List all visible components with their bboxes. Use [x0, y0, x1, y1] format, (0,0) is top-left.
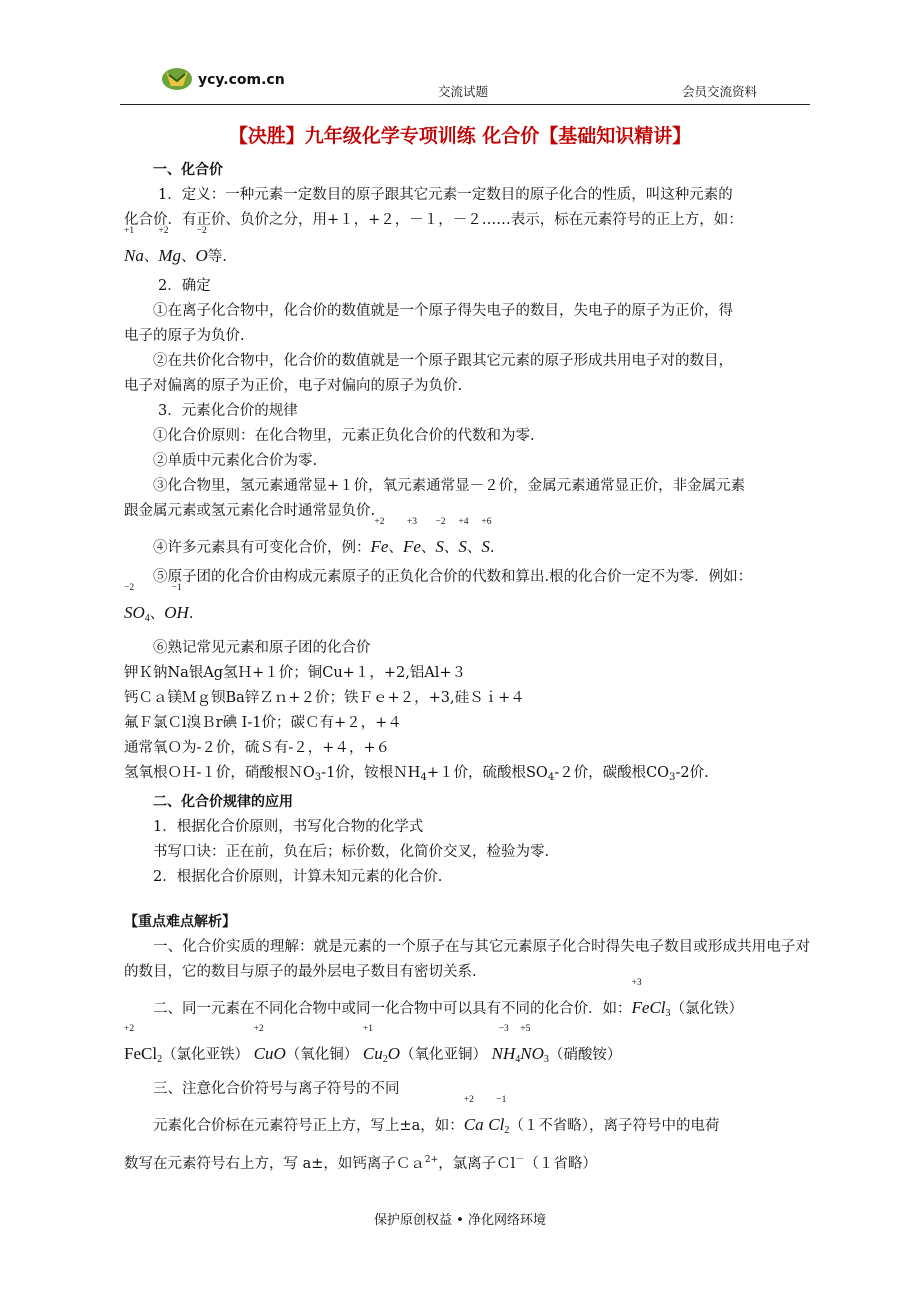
separator: 、 [181, 249, 196, 265]
paragraph: ③化合物里，氢元素通常显+１价，氧元素通常显－２价，金属元素通常显正价，非金属元素 [153, 478, 746, 494]
valence-label: −2 [435, 517, 446, 527]
mnemonic-line: 氟Ｆ氯Ｃl溴Ｂr碘 I-1价；碳Ｃ有+２，+４ [124, 715, 402, 731]
element-symbol: S [435, 537, 444, 556]
paragraph: 1．定义：一种元素一定数目的原子跟其它元素一定数目的原子化合的性质，叫这种元素的 [158, 187, 733, 203]
element-symbol: S [481, 537, 490, 556]
separator: 、 [443, 540, 459, 556]
text: 等. [207, 249, 227, 265]
paragraph: 2．确定 [158, 278, 211, 294]
element-symbol: Na [124, 246, 144, 265]
page-header [120, 62, 810, 105]
mnemonic-line: 钙Ｃａ镁Ｍｇ钡Ba锌Ｚｎ+２价；铁Ｆｅ+２，+3,硅Ｓｉ+４ [124, 690, 525, 706]
mnemonic-line: 通常氧Ｏ为-２价，硫Ｓ有-２，+４，+６ [124, 740, 391, 756]
text: . [489, 540, 495, 556]
formula: +5 $NO_3$ [520, 1024, 549, 1065]
paragraph: 跟金属元素或氢元素化合时通常显负价. [124, 503, 376, 519]
mnemonic-line: 钾Ｋ钠Na银Ag氢Ｈ+１价；铜Cu+１，+2,铝Al+３ [124, 665, 467, 681]
formula [158, 226, 182, 273]
mnemonic-line: 氢氧根ＯＨ-１价，硝酸根ＮO$_3$-1价，铵根ＮH$_4$+１价，硫酸根$SO_4-2$价，碳酸根$CO_3-2$价. [124, 765, 709, 783]
formula: +2 Ca [463, 1095, 484, 1134]
valence-label: −3 [498, 1024, 509, 1034]
valence-label: −2 [196, 226, 207, 236]
valence-label: +2 [124, 1024, 135, 1034]
formula [481, 517, 492, 564]
separator: 、 [388, 540, 403, 556]
ycy-logo-icon [160, 66, 194, 92]
paragraph: 2．根据化合价原则，计算未知元素的化合价. [153, 869, 443, 885]
element-symbol: Fe [370, 537, 389, 556]
paragraph: ⑤原子团的化合价由构成元素原子的正负化合价的代数和算出.根的化合价一定不为零．例如： [153, 569, 753, 585]
paragraph: ②在共价化合物中，化合价的数值就是一个原子跟其它元素的原子形成共用电子对的数目， [153, 353, 733, 369]
valence-label: +2 [463, 1095, 474, 1105]
formula: −1 $Cl_2$ [488, 1108, 509, 1148]
valence-label: +2 [253, 1024, 264, 1034]
text: ④许多元素具有可变化合价，例： [153, 540, 371, 556]
formula [435, 517, 446, 564]
valence-label: −1 [171, 583, 182, 593]
formula: +2 FeCl$_2$ [124, 1024, 163, 1065]
paragraph: ⑥熟记常见元素和原子团的化合价 [153, 640, 371, 656]
formula [164, 583, 189, 630]
formula: +3 FeCl$_3$ [631, 978, 671, 1019]
header-center-text: 交流试题 [438, 84, 489, 99]
section-heading: 一、化合价 [153, 162, 223, 178]
paragraph: 一、化合价实质的理解：就是元素的一个原子在与其它元素原子化合时得失电子数目或形成共用电子对的数目，它的数目与原子的最外层电子数目有密切关系. [124, 939, 810, 980]
valence-label: −1 [496, 1095, 507, 1105]
formula [124, 226, 144, 273]
formula [370, 517, 389, 564]
valence-label: +4 [458, 517, 469, 527]
element-symbol: O [195, 246, 208, 265]
element-symbol: Fe [402, 537, 421, 556]
paragraph [124, 517, 810, 565]
text: . [188, 606, 194, 622]
element-symbol: S [458, 537, 467, 556]
separator: 、 [420, 540, 436, 556]
text: 二、同一元素在不同化合物中或同一化合物中可以具有不同的化合价．如： [153, 1001, 632, 1017]
paragraph: ②单质中元素化合价为零. [153, 453, 318, 469]
valence-label: +1 [362, 1024, 374, 1034]
formula: +2 CuO [253, 1024, 286, 1063]
formula [124, 583, 150, 636]
formula [195, 226, 208, 273]
valence-label: −2 [124, 583, 135, 593]
page-footer: 保护原创权益 • 净化网络环境 [374, 1213, 546, 1228]
subscript: 4 [144, 613, 150, 624]
formula-examples: +2 FeCl$_2$（氯化亚铁） +2 CuO（氧化铜） +1 $Cu_2O$（氧化亚铜） −3 $NH_4$ +5 $NO_3$（硝酸铵） [124, 1037, 810, 1077]
formula [402, 517, 421, 564]
paragraph: 书写口诀：正在前，负在后；标价数，化简价交叉，检验为零. [153, 844, 550, 860]
header-right-text: 会员交流资料 [682, 84, 758, 99]
logo-text: ycy.com.cn [198, 72, 285, 88]
valence-label: +2 [158, 226, 169, 236]
separator: 、 [143, 249, 159, 265]
element-symbol: OH [164, 603, 189, 622]
separator: 、 [466, 540, 482, 556]
paragraph: ①在离子化合物中，化合价的数值就是一个原子得失电子的数目，失电子的原子为正价，得 [153, 303, 733, 319]
formula [458, 517, 469, 564]
paragraph: 电子的原子为负价. [124, 328, 245, 344]
paragraph: 1．根据化合价原则，书写化合物的化学式 [153, 819, 424, 835]
element-symbol: SO [124, 603, 145, 622]
paragraph: 三、注意化合价符号与离子符号的不同 [153, 1081, 400, 1097]
valence-label: +3 [631, 978, 642, 988]
valence-label: +5 [520, 1024, 531, 1034]
section-heading: 【重点难点解析】 [124, 914, 236, 930]
paragraph: 元素化合价标在元素符号正上方，写上±a，如： +2 Ca −1 $Cl_2(1$不省略），离子符号中的电荷 [124, 1108, 810, 1148]
radical-examples [124, 583, 810, 636]
valence-label: +2 [374, 517, 385, 527]
formula: −3 $NH_4$ [491, 1024, 521, 1065]
valence-examples [124, 226, 810, 274]
separator: 、 [149, 606, 165, 622]
text: （氯化铁） [670, 1001, 743, 1017]
element-symbol: Mg [158, 246, 182, 265]
paragraph: ①化合价原则：在化合物里，元素正负化合价的代数和为零. [153, 428, 535, 444]
valence-label: +1 [124, 226, 135, 236]
formula: +1 $Cu_2O$ [362, 1024, 401, 1065]
paragraph: 数写在元素符号右上方，写 a±，如钙离子Ｃａ$^{2+}$，氯离子Ｃl－（１省略） [124, 1155, 597, 1172]
paragraph: 3．元素化合价的规律 [158, 403, 298, 419]
document-body [124, 158, 810, 1177]
paragraph: 电子对偏离的原子为正价，电子对偏向的原子为负价. [124, 378, 463, 394]
paragraph [124, 978, 810, 1031]
paragraph: 化合价．有正价、负价之分，用+１，+２，－１，－２……表示，标在元素符号的正上方，如： [124, 212, 743, 228]
valence-label: +3 [406, 517, 417, 527]
page-title: 【决胜】九年级化学专项训练 化合价【基础知识精讲】 [228, 125, 692, 147]
valence-label: +6 [481, 517, 492, 527]
section-heading: 二、化合价规律的应用 [153, 794, 293, 810]
